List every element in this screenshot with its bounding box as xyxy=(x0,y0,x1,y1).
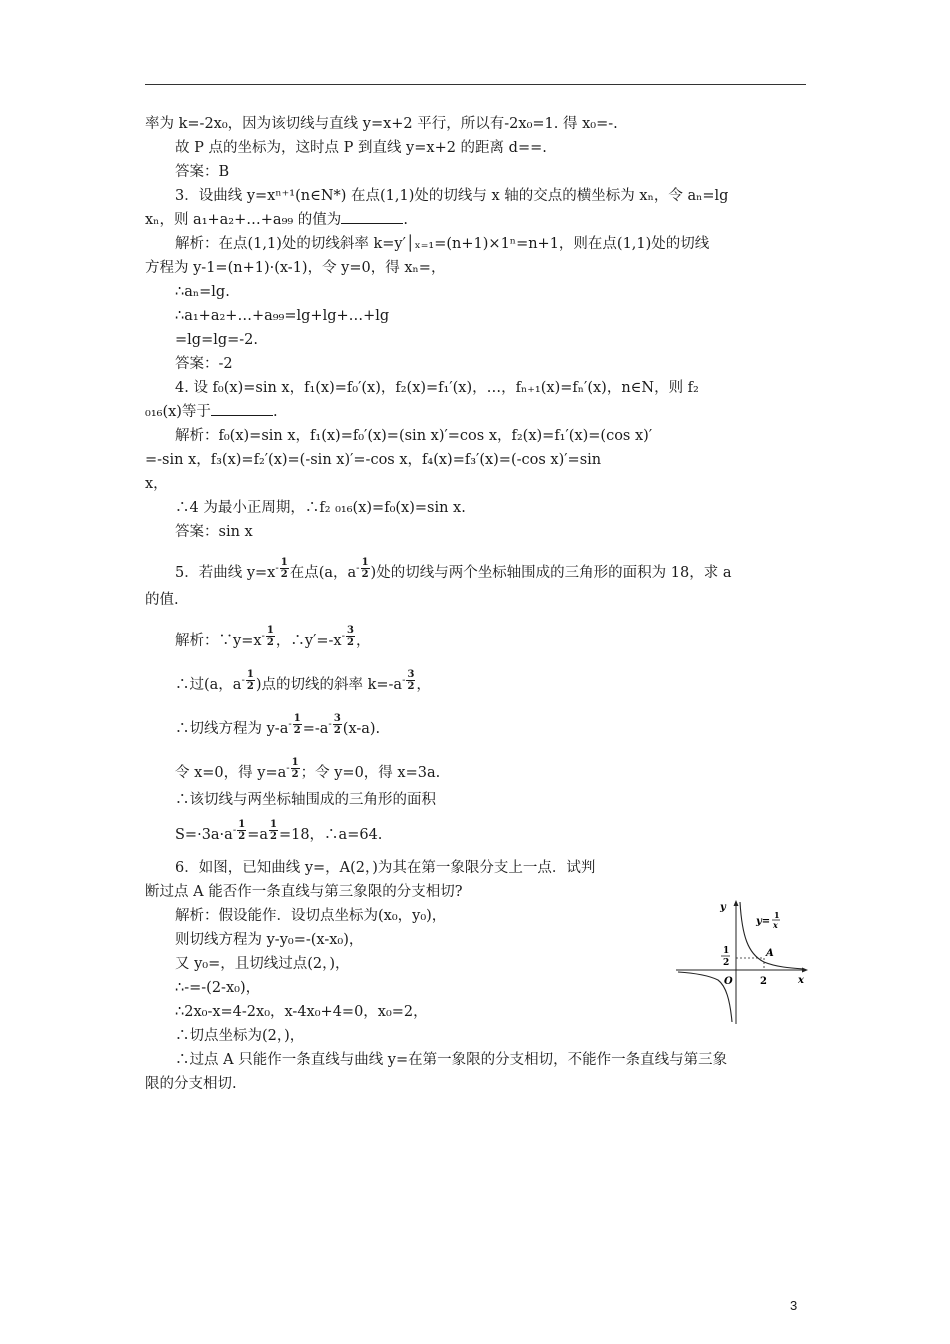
exponent xyxy=(262,618,276,656)
fraction xyxy=(237,819,246,842)
denominator: 2 xyxy=(293,725,301,736)
origin-label: O xyxy=(724,976,733,987)
minus-sign: - xyxy=(232,825,237,836)
header-rule xyxy=(145,84,806,85)
curve-label-numerator: 1 xyxy=(774,910,780,920)
numerator: 1 xyxy=(291,757,299,768)
answer-line: 答案：B xyxy=(175,164,230,180)
text-span: S=·3a·a xyxy=(175,827,233,843)
x-axis-arrow-icon xyxy=(802,968,808,973)
exponent xyxy=(286,750,300,788)
exponent xyxy=(402,662,416,700)
text-line: 方程为 y-1=(n+1)·(x-1)，令 y=0，得 xₙ=， xyxy=(145,260,446,276)
fraction xyxy=(406,669,415,692)
text-span: )处的切线与两个坐标轴围成的三角形的面积为 18，求 a xyxy=(370,565,732,581)
text-span: 解析：∵y=x xyxy=(175,633,262,649)
numerator: 3 xyxy=(347,625,354,636)
denominator: 2 xyxy=(333,725,341,736)
exponent xyxy=(342,618,356,656)
minus-sign: - xyxy=(341,631,345,642)
text-line: ∴aₙ=lg. xyxy=(175,284,230,300)
exponent xyxy=(328,706,342,744)
minus-sign: - xyxy=(328,719,332,730)
minus-sign: - xyxy=(286,763,290,774)
text-span: (x-a). xyxy=(342,721,381,737)
text-span: =18，∴a=64. xyxy=(278,827,383,843)
denominator: 2 xyxy=(246,681,254,692)
minus-sign: - xyxy=(402,675,406,686)
half-denominator: 2 xyxy=(723,958,730,968)
text-span: ；令 y=0，得 x=3a. xyxy=(300,765,441,781)
minus-sign: - xyxy=(275,563,279,574)
denominator: 2 xyxy=(269,831,277,842)
curve-label-lhs: y= xyxy=(756,916,771,927)
x-axis-label: x xyxy=(798,975,804,986)
figure-axes xyxy=(676,902,806,1024)
text-line: 解析：f₀(x)=sin x，f₁(x)=f₀′(x)=(sin x)′=cos x，f₂(x)=f₁′(x)=(cos x)′ xyxy=(175,428,653,444)
exponent xyxy=(288,706,302,744)
text-line: 故 P 点的坐标为，这时点 P 到直线 y=x+2 的距离 d==. xyxy=(175,140,547,156)
numerator: 3 xyxy=(333,713,341,724)
text-line: 又 y₀=，且切线过点(2，)， xyxy=(175,956,350,972)
denominator: 2 xyxy=(361,569,369,580)
fraction xyxy=(361,557,370,580)
text-span: ∴切线方程为 y-a xyxy=(175,721,289,737)
fraction xyxy=(246,669,255,692)
text-span: 在点(a，a xyxy=(289,565,357,581)
text-span: )点的切线的斜率 k=-a xyxy=(255,677,403,693)
problem-6: 6．如图，已知曲线 y=，A(2，)为其在第一象限分支上一点．试判 xyxy=(175,860,596,876)
numerator: 3 xyxy=(407,669,415,680)
exponent xyxy=(268,812,279,850)
text-line: ∴a₁+a₂+…+a₉₉=lg+lg+…+lg xyxy=(175,308,390,324)
problem-5 xyxy=(145,550,810,588)
text-line: =lg=lg=-2. xyxy=(175,332,259,348)
text-line: 解析：在点(1,1)处的切线斜率 k=y′│ₓ₌₁=(n+1)×1ⁿ=n+1，则在点(1,1)处的切线 xyxy=(175,236,710,252)
exponent xyxy=(356,550,370,588)
fraction xyxy=(280,557,289,580)
denominator: 2 xyxy=(266,637,274,648)
text-line: 的值. xyxy=(145,592,179,608)
text-line: =-sin x，f₃(x)=f₂′(x)=(-sin x)′=-cos x，f₄(x)=f₃′(x)=(-cos x)′=sin xyxy=(145,452,602,468)
text-line xyxy=(145,706,810,744)
denominator: 2 xyxy=(407,681,415,692)
text-line xyxy=(145,208,810,232)
half-numerator: 1 xyxy=(723,946,730,956)
fraction xyxy=(266,625,275,648)
text-line: ∴该切线与两坐标轴围成的三角形的面积 xyxy=(175,792,436,808)
text-span: ∴过(a，a xyxy=(175,677,242,693)
text-line xyxy=(145,618,810,656)
text-line xyxy=(145,812,810,850)
text-span: 令 x=0，得 y=a xyxy=(175,765,287,781)
minus-sign: - xyxy=(241,675,245,686)
exponent xyxy=(233,812,247,850)
fraction xyxy=(293,713,302,736)
text-line: x， xyxy=(145,476,168,492)
exponent xyxy=(241,662,255,700)
denominator: 2 xyxy=(238,831,246,842)
hyperbola-figure xyxy=(672,896,814,1026)
numerator: 1 xyxy=(269,819,277,830)
text-span: . xyxy=(272,404,278,420)
text-line: 断过点 A 能否作一条直线与第三象限的分支相切? xyxy=(145,884,463,900)
text-line xyxy=(145,662,810,700)
answer-line: 答案：-2 xyxy=(175,356,233,372)
text-line: ∴2x₀-x=4-2x₀，x-4x₀+4=0，x₀=2， xyxy=(175,1004,428,1020)
problem-4: 4. 设 f₀(x)=sin x，f₁(x)=f₀′(x)，f₂(x)=f₁′(x)，…，fₙ₊₁(x)=fₙ′(x)，n∈N，则 f₂ xyxy=(175,380,699,396)
text-span: ， xyxy=(355,633,371,649)
numerator: 1 xyxy=(238,819,246,830)
exponent xyxy=(275,550,289,588)
curve-label-denominator: x xyxy=(773,920,778,930)
text-line: ∴4 为最小正周期，∴f₂ ₀₁₆(x)=f₀(x)=sin x. xyxy=(175,500,466,516)
text-span: ₀₁₆(x)等于 xyxy=(145,404,211,420)
numerator: 1 xyxy=(266,625,274,636)
y-axis-label: y xyxy=(720,902,726,913)
minus-sign: - xyxy=(288,719,292,730)
answer-blank xyxy=(211,403,273,416)
fraction xyxy=(291,757,300,780)
page-number: 3 xyxy=(790,1298,798,1313)
text-line: 限的分支相切. xyxy=(145,1076,237,1092)
text-line: 解析：假设能作．设切点坐标为(x₀，y₀)， xyxy=(175,908,447,924)
text-line: ∴切点坐标为(2，)， xyxy=(175,1028,305,1044)
numerator: 1 xyxy=(361,557,369,568)
denominator: 2 xyxy=(347,637,354,648)
text-span: =-a xyxy=(302,721,329,737)
fraction xyxy=(269,819,278,842)
minus-sign: - xyxy=(261,631,265,642)
problem-3: 3．设曲线 y=xⁿ⁺¹(n∈N*) 在点(1,1)处的切线与 x 轴的交点的横坐标为 xₙ，令 aₙ=lg xyxy=(175,188,729,204)
text-span: ，∴y′=-x xyxy=(275,633,342,649)
text-line: 则切线方程为 y-y₀=-(x-x₀)， xyxy=(175,932,364,948)
fraction xyxy=(346,625,355,648)
point-a-label: A xyxy=(766,948,774,959)
text-line: ∴过点 A 只能作一条直线与曲线 y=在第一象限的分支相切，不能作一条直线与第三象 xyxy=(175,1052,728,1068)
answer-line: 答案：sin x xyxy=(175,524,253,540)
text-line: 率为 k=-2x₀，因为该切线与直线 y=x+2 平行，所以有-2x₀=1. 得 x₀=-. xyxy=(145,116,618,132)
answer-blank xyxy=(341,211,403,224)
y-axis-arrow-icon xyxy=(734,900,739,906)
text-span: . xyxy=(403,212,408,228)
text-line xyxy=(145,750,810,788)
text-span: =a xyxy=(247,827,268,843)
denominator: 2 xyxy=(291,769,299,780)
text-line xyxy=(145,400,810,424)
numerator: 1 xyxy=(280,557,288,568)
fraction xyxy=(333,713,342,736)
text-span: ， xyxy=(416,677,431,693)
text-line: ∴-=-(2-x₀)， xyxy=(175,980,261,996)
numerator: 1 xyxy=(293,713,301,724)
text-span: 5．若曲线 y=x xyxy=(175,565,276,581)
x-tick-two: 2 xyxy=(760,976,767,987)
minus-sign: - xyxy=(356,563,360,574)
text-span: xₙ，则 a₁+a₂+…+a₉₉ 的值为 xyxy=(145,212,342,228)
numerator: 1 xyxy=(246,669,254,680)
denominator: 2 xyxy=(280,569,288,580)
